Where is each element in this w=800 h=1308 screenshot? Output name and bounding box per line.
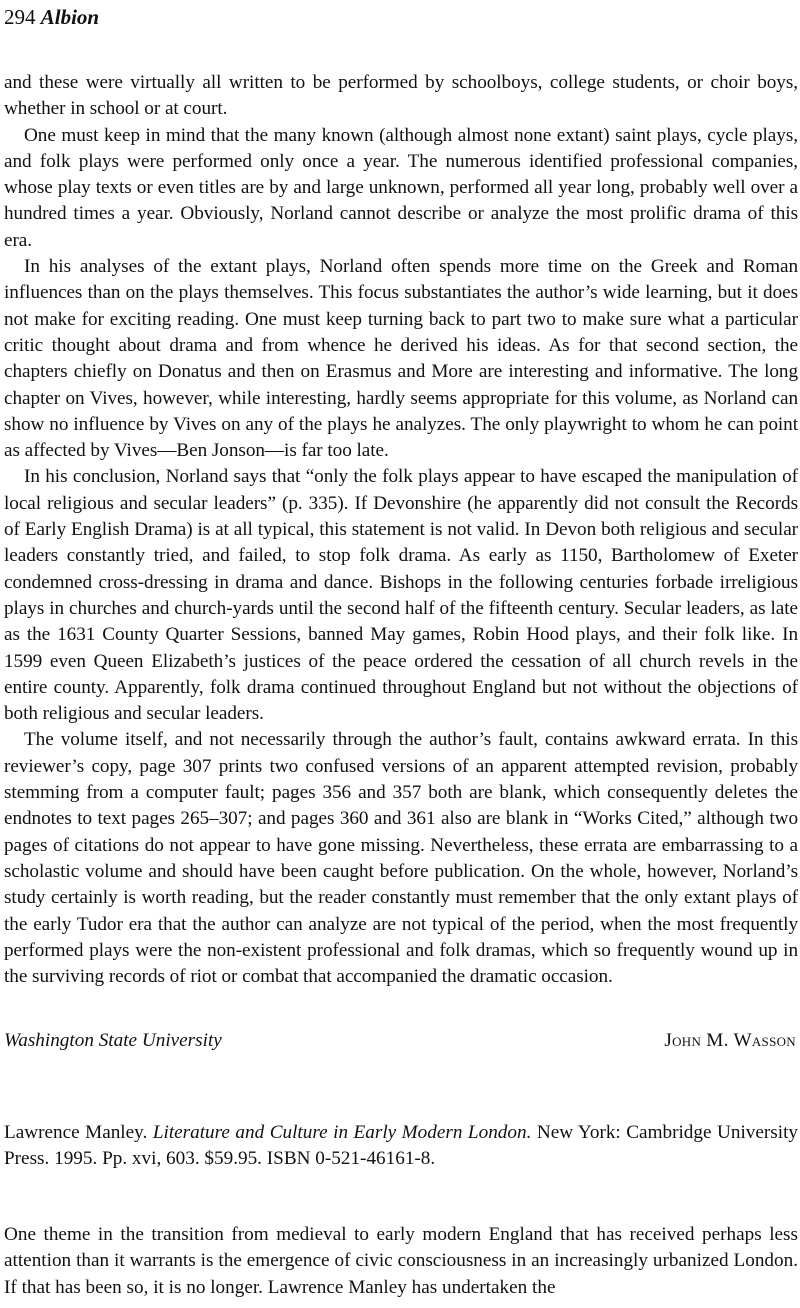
reviewer-signature [4,1027,798,1055]
journal-title: Albion [40,5,100,29]
book-title: Literature and Culture in Early Modern London. [152,1122,532,1143]
paragraph-conclusion: In his conclusion, Norland says that “only the folk plays appear to have escaped the manipulation of local religious and secular leaders” (p. 335). If Devonshire (he apparently did not consult the Records of Early English Drama) is at all typical, this statement is not valid. In Devon both religious and secular leaders constantly tried, and failed, to stop folk drama. As early as 1150, Bartholomew of Exeter condemned cross-dressing in drama and dance. Bishops in the following centuries forbade irreligious plays in churches and church-yards until the second half of the fifteenth century. Secular leaders, as late as the 1631 County Quarter Sessions, banned May games, Robin Hood plays, and their folk like. In 1599 even Queen Elizabeth’s justices of the peace ordered the cessation of all church revels in the entire county. Apparently, folk drama continued throughout England but not without the objections of both religious and secular leaders. [4,466,798,725]
book-author: Lawrence Manley. [4,1122,148,1143]
reviewer-affiliation: Washington State University [4,1030,222,1051]
paragraph-analyses: In his analyses of the extant plays, Norland often spends more time on the Greek and Roman influences than on the plays themselves. This focus substantiates the author’s wide learning, but it does not make for exciting reading. One must keep turning back to part two to make sure what a particular critic thought about drama and from whence he derived his ideas. As for that second section, the chapters chiefly on Donatus and then on Erasmus and More are interesting and informative. The long chapter on Vives, however, while interesting, hardly seems appropriate for this volume, as Norland can show no influence by Vives on any of the plays he analyzes. The only playwright to whom he can point as affected by Vives—Ben Jonson—is far too late. [4,256,798,462]
review-body [4,70,798,990]
running-head [4,4,99,30]
paragraph-extant-plays: One must keep in mind that the many known (although almost none extant) saint plays, cycle plays, and folk plays were performed only once a year. The numerous identified professional companies, whose play texts or even titles are by and large unknown, performed all year long, probably well over a hundred times a year. Obviously, Norland cannot describe or analyze the most prolific drama of this era. [4,124,798,251]
paragraph-errata: The volume itself, and not necessarily through the author’s fault, contains awkward errata. In this reviewer’s copy, page 307 prints two confused versions of an apparent attempted revision, probably stemming from a computer fault; pages 356 and 357 both are blank, which consequently deletes the endnotes to text pages 265–307; and pages 360 and 361 also are blank in “Works Cited,” although two pages of citations do not appear to have gone missing. Nevertheless, these errata are embarrassing to a scholastic volume and should have been caught before publication. On the whole, however, Norland’s study certainly is worth reading, but the reader constantly must remember that the only extant plays of the early Tudor era that the author can analyze are not typical of the period, when the most frequently performed plays were the non-existent professional and folk dramas, which so frequently wound up in the surviving records of riot or combat that accompanied the dramatic occasion. [4,729,798,988]
reviewer-name: John M. Wasson [664,1030,796,1051]
paragraph-continuation: and these were virtually all written to be performed by schoolboys, college students, or choir boys, whether in school or at court. [4,72,798,120]
page-number: 294 [4,5,36,29]
next-review-opening: One theme in the transition from medieval to early modern England that has received perhaps less attention than it warrants is the emergence of civic consciousness in an increasingly urbanized London. If that has been so, it is no longer. Lawrence Manley has undertaken the [4,1224,798,1298]
book-publication-details: New York: Cambridge University Press. 1995. Pp. xvi, 603. $59.95. ISBN 0-521-46161-8. [4,1122,799,1170]
book-citation [4,1120,798,1173]
